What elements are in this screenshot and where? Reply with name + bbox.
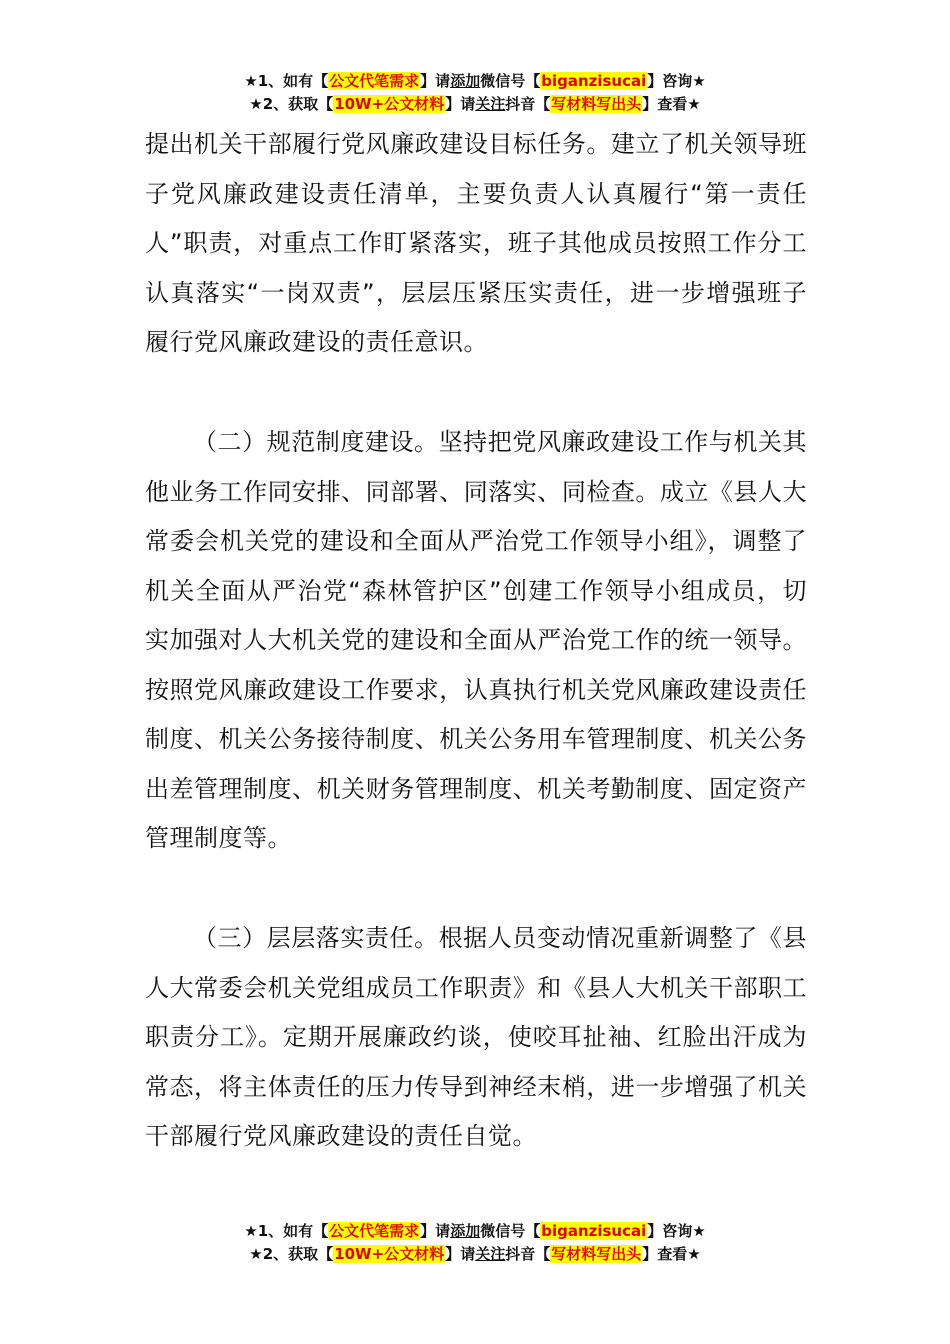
notice-line-1: ★1、如有【公文代笔需求】请添加微信号【biganzisucai】咨询★ [244,1222,706,1240]
notice-line-2: ★2、获取【10W+公文材料】请关注抖音【写材料写出头】查看★ [249,1245,701,1263]
wechat-id: biganzisucai [541,72,647,90]
paragraph-section-3: （三）层层落实责任。根据人员变动情况重新调整了《县人大常委会机关党组成员工作职责》和《县人大机关干部职工职责分工》。定期开展廉政约谈，使咬耳扯袖、红脸出汗成为常态，将主体责任的压力传导到神经末梢，进一步增强了机关干部履行党风廉政建设的责任自觉。 [145,924,807,1150]
highlight-materials: 10W+公文材料 [334,1245,445,1263]
paragraph-section-2: （二）规范制度建设。坚持把党风廉政建设工作与机关其他业务工作同安排、同部署、同落实、同检查。成立《县人大常委会机关党的建设和全面从严治党工作领导小组》，调整了机关全面从严治党“森林管护区”创建工作领导小组成员，切实加强对人大机关党的建设和全面从严治党工作的统一领导。按照党风廉政建设工作要求，认真执行机关党风廉政建设责任制度、机关公务接待制度、机关公务用车管理制度、机关公务出差管理制度、机关财务管理制度、机关考勤制度、固定资产管理制度等。 [145,428,807,852]
douyin-account: 写材料写出头 [551,95,642,113]
footer-notice [0,1220,950,1266]
header-notice [0,70,950,116]
paragraph-continuation: 提出机关干部履行党风廉政建设目标任务。建立了机关领导班子党风廉政建设责任清单，主要负责人认真履行“第一责任人”职责，对重点工作盯紧落实，班子其他成员按照工作分工认真落实“一岗双责”，层层压紧压实责任，进一步增强班子履行党风廉政建设的责任意识。 [145,130,807,356]
notice-line-2: ★2、获取【10W+公文材料】请关注抖音【写材料写出头】查看★ [249,95,701,113]
notice-line-1: ★1、如有【公文代笔需求】请添加微信号【biganzisucai】咨询★ [244,72,706,90]
douyin-account: 写材料写出头 [551,1245,642,1263]
highlight-service: 公文代笔需求 [329,72,420,90]
highlight-materials: 10W+公文材料 [334,95,445,113]
highlight-service: 公文代笔需求 [329,1222,420,1240]
wechat-id: biganzisucai [541,1222,647,1240]
